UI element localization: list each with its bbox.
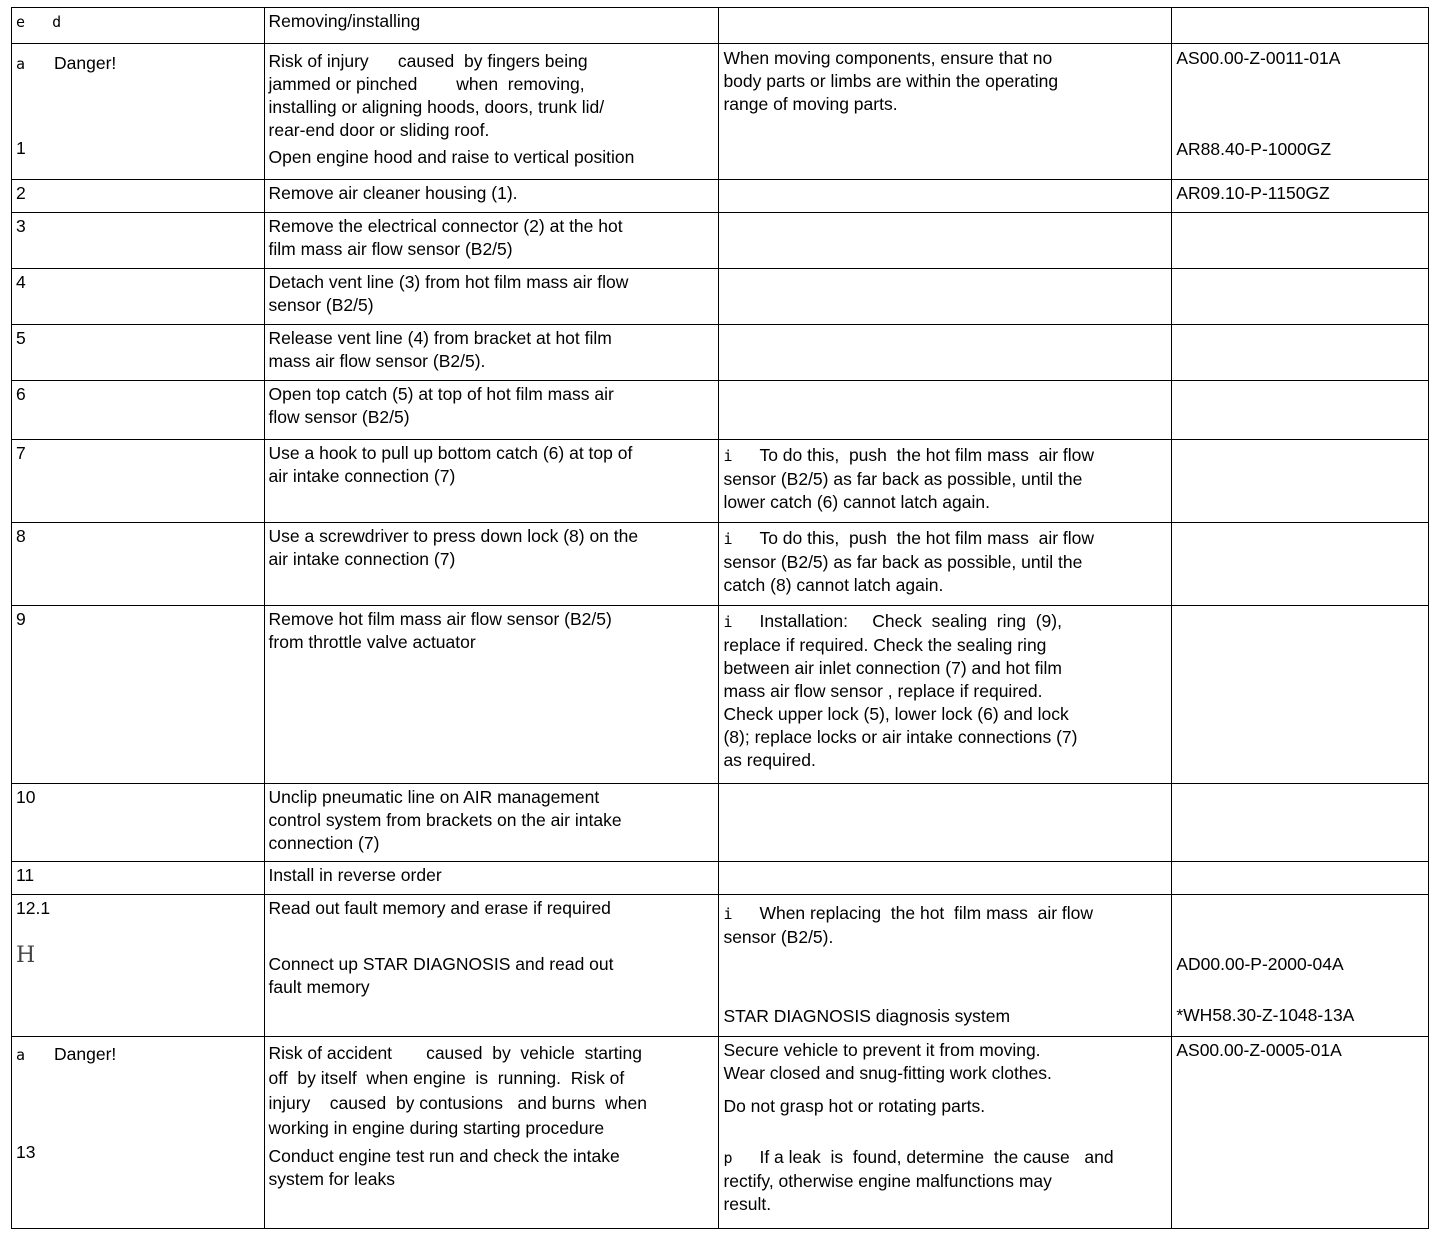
- step-number: 1: [16, 138, 26, 158]
- table-row: 3 Remove the electrical connector (2) at the hot film mass air flow sensor (B2/5): [12, 213, 1429, 269]
- header-row: [12, 8, 1429, 44]
- info-icon: i: [723, 530, 733, 548]
- danger-warning-icon: a: [16, 55, 26, 73]
- table-row: 4 Detach vent line (3) from hot film mass air flow sensor (B2/5): [12, 269, 1429, 325]
- diagnosis-icon: H: [16, 943, 36, 968]
- leak-check-icon: p: [723, 1149, 733, 1167]
- document-ref: AR09.10-P-1150GZ: [1172, 180, 1429, 213]
- danger-row-2: a Danger! 13 Risk of accident caused by vehicle starting off by itself when engine is running. Risk of injury caused by contusions and burns when working in engine during starting procedure Conduct engine test run and check the intake system for leaks Secure vehicle to prevent it from moving. Wear closed and snug-fitting work clothes. Do not grasp hot or rotating parts. p If a leak is found, determine the cause and rectify, otherwise engine malfunctions may result. AS00.00-Z-0005-01A: [12, 1037, 1429, 1229]
- header-glyphs: e d: [12, 8, 265, 44]
- info-icon: i: [723, 447, 733, 465]
- danger-warning-icon: a: [16, 1046, 26, 1064]
- document-ref: AR88.40-P-1000GZ: [1176, 139, 1332, 159]
- info-icon: i: [723, 905, 733, 923]
- procedure-table: [11, 7, 1429, 1229]
- table-row: 7 Use a hook to pull up bottom catch (6) at top of air intake connection (7) i To do this, push the hot film mass air flow sensor (B2/5) as far back as possible, until the lower catch (6) cannot latch again.: [12, 440, 1429, 523]
- document-ref: AD00.00-P-2000-04A: [1176, 954, 1344, 974]
- table-row: 5 Release vent line (4) from bracket at hot film mass air flow sensor (B2/5).: [12, 325, 1429, 381]
- header-title: Removing/installing: [264, 8, 719, 44]
- tool-name: STAR DIAGNOSIS diagnosis system: [723, 1006, 1011, 1026]
- safety-measures: When moving components, ensure that no body parts or limbs are within the operating range of moving parts.: [719, 44, 1172, 180]
- table-row: 10 Unclip pneumatic line on AIR management control system from brackets on the air intake connection (7): [12, 784, 1429, 862]
- table-row: 9 Remove hot film mass air flow sensor (B2/5) from throttle valve actuator i Installation: Check sealing ring (9), replace if required. Check the sealing ring between air inlet connection (7) and hot film mass air flow sensor , replace if required. Check upper lock (5), lower lock (6) and lock (8); replace locks or air intake connections (7) as required.: [12, 606, 1429, 784]
- document-ref: AS00.00-Z-0005-01A: [1176, 1040, 1342, 1060]
- table-row: 6 Open top catch (5) at top of hot film mass air flow sensor (B2/5): [12, 381, 1429, 440]
- step-text: Open engine hood and raise to vertical position: [268, 147, 635, 167]
- step-12-row: 12.1 H Read out fault memory and erase if required Connect up STAR DIAGNOSIS and read out fault memory i When replacing the hot film mass air flow sensor (B2/5). STAR DIAGNOSIS diagnosis system AD00.00-P-2000-04A *WH58.30-Z-1048-13A: [12, 895, 1429, 1037]
- danger-row-1: a Danger! 1 Risk of injury caused by fingers being jammed or pinched when removing, installing or aligning hoods, doors, trunk lid/ rear-end door or sliding roof. Open engine hood and raise to vertical position When moving components, ensure that no body parts or limbs are within the operating range of moving parts. AS00.00-Z-0011-01A AR88.40-P-1000GZ: [12, 44, 1429, 180]
- document-ref: *WH58.30-Z-1048-13A: [1176, 1005, 1355, 1025]
- table-row: 2 Remove air cleaner housing (1). AR09.10-P-1150GZ: [12, 180, 1429, 213]
- table-row: 11 Install in reverse order: [12, 862, 1429, 895]
- info-icon: i: [723, 613, 733, 631]
- step-number: 13: [16, 1142, 36, 1162]
- document-ref: AS00.00-Z-0011-01A: [1176, 48, 1341, 68]
- table-row: 8 Use a screwdriver to press down lock (8) on the air intake connection (7) i To do this, push the hot film mass air flow sensor (B2/5) as far back as possible, until the catch (8) cannot latch again.: [12, 523, 1429, 606]
